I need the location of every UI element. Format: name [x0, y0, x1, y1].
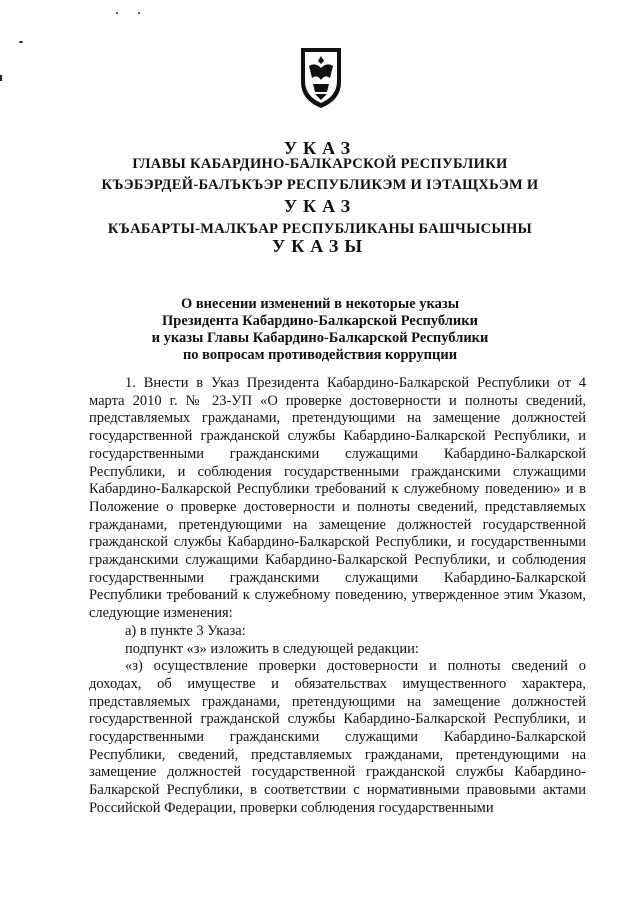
- decree-subject: [120, 296, 520, 364]
- subject-line: по вопросам противодействия коррупции: [182, 347, 458, 363]
- paragraph-new-wording: «з) осуществление проверки достоверности и полноты сведений о доходах, об имуществе и обязательствах имущественного характера, представляемых гражданами, претендующими на замещение должностей государственной гражданской службы Кабардино-Балкарской Республики, и государственными гражданскими служащими Кабардино-Балкарской Республики, сведений, представляемых гражданами, претендующими на замещение должностей государственной гражданской службы Кабардино-Балкарской Республики, в соответствии с нормативными правовыми актами Российской Федерации, проверки соблюдения государственными: [89, 658, 586, 816]
- issuer-line-russian: ГЛАВЫ КАБАРДИНО-БАЛКАРСКОЙ РЕСПУБЛИКИ: [132, 156, 508, 172]
- decree-title-balkar: УКАЗЫ: [272, 236, 368, 256]
- decree-title-kabardian: УКАЗ: [283, 196, 357, 216]
- scan-speck: [116, 12, 118, 14]
- subject-line: Президента Кабардино-Балкарской Республики: [162, 313, 478, 329]
- coat-of-arms-emblem: [297, 44, 345, 110]
- paragraph-subitem-a: а) в пункте 3 Указа:: [125, 622, 246, 639]
- scan-speck: [138, 12, 140, 14]
- issuer-line-kabardian: КЪЭБЭРДЕЙ-БАЛЪКЪЭР РЕСПУБЛИКЭМ И ІЭТАЩХЬЭМ И: [101, 177, 539, 193]
- paragraph-instruction: подпункт «з» изложить в следующей редакции:: [125, 640, 419, 657]
- paragraph-item-1: 1. Внести в Указ Президента Кабардино-Балкарской Республики от 4 марта 2010 г. № 23-УП «О проверке достоверности и полноты сведений, представляемых гражданами, претендующими на замещение должностей государственной гражданской службы Кабардино-Балкарской Республики, и государственными гражданскими служащими Кабардино-Балкарской Республики, и соблюдения государственными гражданскими служащими Кабардино-Балкарской Республики требований к служебному поведению» и в Положение о проверке достоверности и полноты сведений, представляемых гражданами, претендующими на замещение должностей государственной гражданской службы Кабардино-Балкарской Республики, и государственными гражданскими служащими Кабардино-Балкарской Республики, и соблюдения государственными гражданскими служащими Кабардино-Балкарской Республики требований к служебному поведению, утвержденное этим Указом, следующие изменения:: [89, 375, 586, 622]
- scan-speck: [0, 75, 2, 81]
- decree-body: [89, 375, 586, 818]
- issuer-line-balkar: КЪАБАРТЫ-МАЛКЪАР РЕСПУБЛИКАНЫ БАШЧЫСЫНЫ: [107, 221, 533, 237]
- decree-title: УКАЗ: [283, 138, 357, 158]
- subject-line: О внесении изменений в некоторые указы: [180, 296, 460, 312]
- scan-speck: [19, 41, 23, 43]
- subject-line: и указы Главы Кабардино-Балкарской Республики: [151, 330, 489, 346]
